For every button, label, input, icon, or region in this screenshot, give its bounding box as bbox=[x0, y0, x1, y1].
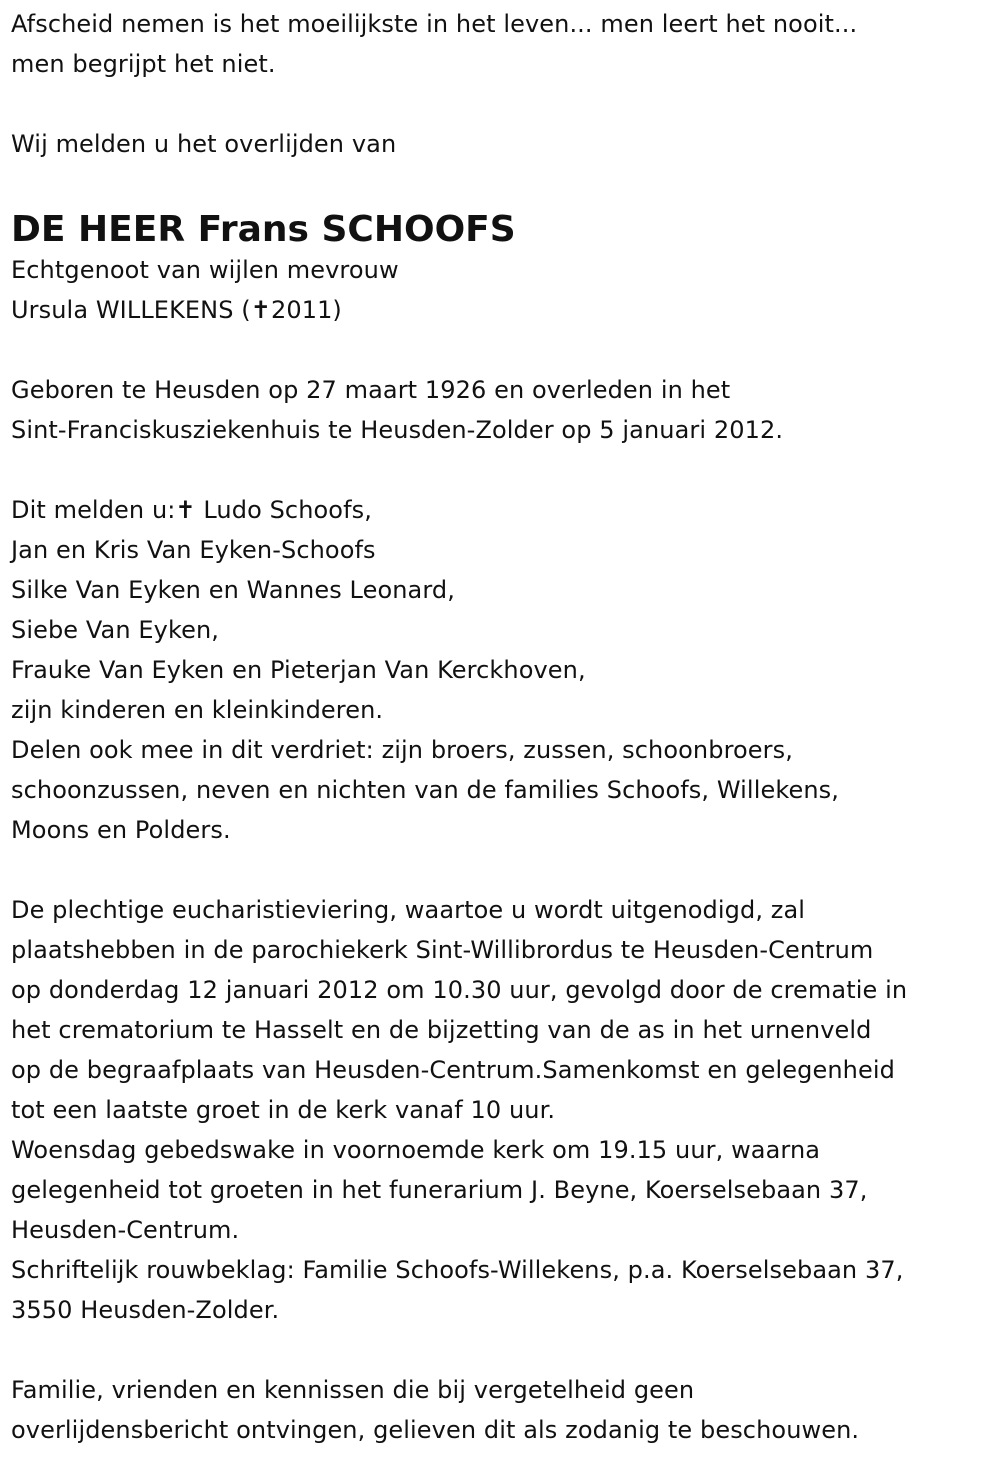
spacer bbox=[11, 850, 996, 890]
ceremony-line: 3550 Heusden-Zolder. bbox=[11, 1296, 280, 1324]
spacer bbox=[11, 164, 996, 204]
ceremony-line: gelegenheid tot groeten in het funerarium J. Beyne, Koerselsebaan 37, bbox=[11, 1176, 868, 1204]
birth-death-line: Geboren te Heusden op 27 maart 1926 en overleden in het bbox=[11, 376, 731, 404]
spacer bbox=[11, 84, 996, 124]
spacer bbox=[11, 1330, 996, 1370]
family-line: Siebe Van Eyken, bbox=[11, 616, 220, 644]
family-line: Dit melden u:✝ Ludo Schoofs, bbox=[11, 496, 372, 524]
deceased-name: DE HEER Frans SCHOOFS bbox=[11, 209, 516, 250]
ceremony-line: tot een laatste groet in de kerk vanaf 10 uur. bbox=[11, 1096, 556, 1124]
spouse-line: Echtgenoot van wijlen mevrouw bbox=[11, 256, 399, 284]
family-line: Jan en Kris Van Eyken-Schoofs bbox=[11, 536, 376, 564]
family-line: schoonzussen, neven en nichten van de families Schoofs, Willekens, bbox=[11, 776, 839, 804]
announcement-text: Wij melden u het overlijden van bbox=[11, 130, 397, 158]
family-line: zijn kinderen en kleinkinderen. bbox=[11, 696, 384, 724]
family-line: Moons en Polders. bbox=[11, 816, 231, 844]
ceremony-line: het crematorium te Hasselt en de bijzetting van de as in het urnenveld bbox=[11, 1016, 872, 1044]
ceremony-line: plaatshebben in de parochiekerk Sint-Willibrordus te Heusden-Centrum bbox=[11, 936, 874, 964]
ceremony-line: op donderdag 12 januari 2012 om 10.30 uur, gevolgd door de crematie in bbox=[11, 976, 908, 1004]
ceremony-line: op de begraafplaats van Heusden-Centrum.Samenkomst en gelegenheid bbox=[11, 1056, 895, 1084]
spacer bbox=[11, 330, 996, 370]
family-line: Silke Van Eyken en Wannes Leonard, bbox=[11, 576, 455, 604]
spouse-line: Ursula WILLEKENS (✝2011) bbox=[11, 296, 342, 324]
ceremony-line: Heusden-Centrum. bbox=[11, 1216, 240, 1244]
death-notice bbox=[11, 4, 996, 1450]
family-line: Delen ook mee in dit verdriet: zijn broers, zussen, schoonbroers, bbox=[11, 736, 793, 764]
ceremony-line: Woensdag gebedswake in voornoemde kerk om 19.15 uur, waarna bbox=[11, 1136, 821, 1164]
intro-quote-line: Afscheid nemen is het moeilijkste in het leven... men leert het nooit... bbox=[11, 10, 858, 38]
ceremony-line: Schriftelijk rouwbeklag: Familie Schoofs-Willekens, p.a. Koerselsebaan 37, bbox=[11, 1256, 904, 1284]
closing-line: overlijdensbericht ontvingen, gelieven dit als zodanig te beschouwen. bbox=[11, 1416, 860, 1444]
spacer bbox=[11, 450, 996, 490]
family-line: Frauke Van Eyken en Pieterjan Van Kerckhoven, bbox=[11, 656, 586, 684]
birth-death-line: Sint-Franciskusziekenhuis te Heusden-Zolder op 5 januari 2012. bbox=[11, 416, 784, 444]
intro-quote-line: men begrijpt het niet. bbox=[11, 50, 276, 78]
closing-line: Familie, vrienden en kennissen die bij vergetelheid geen bbox=[11, 1376, 695, 1404]
ceremony-line: De plechtige eucharistieviering, waartoe u wordt uitgenodigd, zal bbox=[11, 896, 806, 924]
